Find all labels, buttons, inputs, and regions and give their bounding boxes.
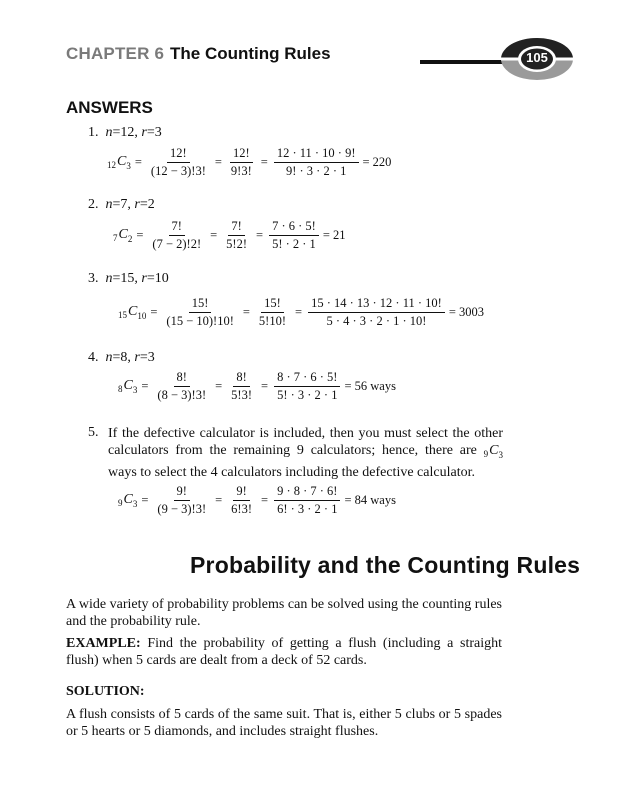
fraction-denominator: 5!3! bbox=[231, 388, 252, 402]
answer-5-number: 5. bbox=[88, 425, 99, 440]
answer-result: = 56 ways bbox=[344, 379, 396, 393]
inline-combination-n: 9 bbox=[483, 449, 489, 459]
fraction-numerator: 8! bbox=[233, 370, 249, 387]
combination-r: 3 bbox=[132, 384, 138, 395]
n-value: 15 bbox=[120, 271, 135, 286]
r-value: 3 bbox=[154, 125, 162, 140]
n-value: 8 bbox=[120, 350, 128, 365]
answer-number: 2. bbox=[88, 197, 99, 212]
solution-paragraph: A flush consists of 5 cards of the same suit. That is, either 5 clubs or 5 spades or 5 hearts or 5 diamonds, and includes straight flushes. bbox=[66, 707, 502, 739]
fraction-numerator: 12 · 11 · 10 · 9! bbox=[274, 146, 359, 163]
fraction-numerator: 8! bbox=[174, 370, 190, 387]
answer-number: 3. bbox=[88, 271, 99, 286]
fraction-numerator: 7! bbox=[228, 219, 244, 236]
answer-3-equation: $_{15}C_{10}$ = $\frac{15!}{(15 - 10)!10!}$ = $\frac{15!}{5!10!}$ = $\frac{15 \cdot 14 \cdot 13 \cdot 12 \cdot 11 \cdot 10!}{5 \cdot 4 \cdot 3 \cdot 2 \cdot 1 \cdot 10!}$ = 3003 bbox=[118, 296, 485, 328]
example-text: Find the probability of getting a flush (including a straight flush) when 5 cards are dealt from a deck of 52 cards. bbox=[66, 636, 503, 668]
fraction-denominator: (9 − 3)!3! bbox=[157, 502, 207, 516]
combination-r: 2 bbox=[127, 233, 133, 244]
fraction-numerator: 8 · 7 · 6 · 5! bbox=[274, 370, 340, 387]
fraction-denominator: 6! · 3 · 2 · 1 bbox=[277, 502, 338, 516]
combination-r: 3 bbox=[126, 160, 131, 171]
r-value: 10 bbox=[154, 271, 169, 286]
fraction-denominator: (12 − 3)!3! bbox=[150, 164, 206, 178]
n-value: 12 bbox=[120, 125, 135, 140]
answer-result: = 220 bbox=[362, 155, 392, 169]
page-number-badge bbox=[500, 37, 574, 86]
section-title: Probability and the Counting Rules bbox=[190, 552, 581, 578]
answer-result: = 84 ways bbox=[344, 493, 396, 507]
combination-n: 15 bbox=[118, 310, 127, 321]
fraction-numerator: 12! bbox=[167, 146, 190, 163]
answer-2-given: 2. n=7, r=2 bbox=[88, 197, 155, 212]
chapter-title: The Counting Rules bbox=[170, 44, 331, 63]
combination-n: 9 bbox=[118, 498, 123, 509]
example-paragraph bbox=[66, 635, 502, 669]
fraction-denominator: 5 · 4 · 3 · 2 · 1 · 10! bbox=[326, 314, 427, 328]
combination-n: 7 bbox=[113, 233, 118, 244]
fraction-denominator: (7 − 2)!2! bbox=[152, 237, 202, 251]
answer-5-text: If the defective calculator is included, then you must select the other calculators from the remaining 9 calculators; hence, there are $_9C_3$ ways to select the 4 calculators including the defective calculator. bbox=[108, 426, 504, 480]
chapter-label: CHAPTER 6 bbox=[66, 44, 165, 63]
fraction-denominator: 5! · 3 · 2 · 1 bbox=[277, 388, 338, 402]
fraction-denominator: 9!3! bbox=[230, 164, 252, 178]
answers-heading: ANSWERS bbox=[66, 98, 153, 117]
combination-r: 3 bbox=[132, 498, 138, 509]
fraction-denominator: 9! · 3 · 2 · 1 bbox=[285, 164, 347, 178]
fraction-denominator: 5!10! bbox=[258, 314, 286, 328]
answer-2-equation: $_7C_2$ = $\frac{7!}{(7 - 2)!2!}$ = $\frac{7!}{5!2!}$ = $\frac{7 \cdot 6 \cdot 5!}{5! \cdot 2 \cdot 1}$ = 21 bbox=[113, 219, 346, 251]
fraction-numerator: 7 · 6 · 5! bbox=[269, 219, 319, 236]
answer-1-given: 1. n=12, r=3 bbox=[88, 125, 162, 140]
header-rule bbox=[420, 60, 512, 64]
example-label: EXAMPLE: bbox=[66, 636, 141, 651]
solution-label: SOLUTION: bbox=[66, 684, 145, 699]
fraction-denominator: (8 − 3)!3! bbox=[157, 388, 207, 402]
combination-r: 10 bbox=[137, 310, 147, 321]
answer-4-equation: $_8C_3$ = $\frac{8!}{(8 - 3)!3!}$ = $\frac{8!}{5!3!}$ = $\frac{8 \cdot 7 \cdot 6 \cdot 5!}{5! \cdot 3 \cdot 2 \cdot 1}$ = 56 ways bbox=[118, 370, 396, 402]
fraction-numerator: 15 · 14 · 13 · 12 · 11 · 10! bbox=[308, 296, 445, 313]
r-value: 2 bbox=[147, 197, 155, 212]
fraction-denominator: 6!3! bbox=[231, 502, 252, 516]
fraction-denominator: 5!2! bbox=[226, 237, 247, 251]
combination-n: 8 bbox=[118, 384, 123, 395]
fraction-numerator: 12! bbox=[230, 146, 253, 163]
answer-1-equation: $_{12}C_3$ = $\frac{12!}{(12 - 3)!3!}$ = $\frac{12!}{9!3!}$ = $\frac{12 \cdot 11 \cdot 10 \cdot 9!}{9! \cdot 3 \cdot 2 \cdot 1}$ = 220 bbox=[107, 146, 392, 178]
answer-5-equation: $_9C_3$ = $\frac{9!}{(9 - 3)!3!}$ = $\frac{9!}{6!3!}$ = $\frac{9 \cdot 8 \cdot 7 \cdot 6!}{6! \cdot 3 \cdot 2 \cdot 1}$ = 84 ways bbox=[118, 484, 396, 516]
fraction-numerator: 9! bbox=[174, 484, 190, 501]
combination-n: 12 bbox=[107, 160, 116, 171]
fraction-numerator: 9! bbox=[233, 484, 249, 501]
answer-5-text-a: If the defective calculator is included, then you must select the other calculators from the remaining 9 calculators; hence, there are bbox=[108, 426, 503, 458]
answer-number: 4. bbox=[88, 350, 99, 365]
page-number: 105 bbox=[526, 50, 548, 65]
answer-5-text-b: ways to select the 4 calculators including the defective calculator. bbox=[108, 464, 475, 480]
answer-number: 1. bbox=[88, 125, 99, 140]
answer-4-given: 4. n=8, r=3 bbox=[88, 350, 155, 365]
answer-result: = 3003 bbox=[448, 305, 485, 319]
n-value: 7 bbox=[120, 197, 128, 212]
fraction-numerator: 15! bbox=[261, 296, 284, 313]
inline-combination-r: 3 bbox=[498, 449, 504, 460]
fraction-numerator: 7! bbox=[169, 219, 185, 236]
intro-paragraph: A wide variety of probability problems can be solved using the counting rules and the probability rule. bbox=[66, 597, 502, 629]
fraction-denominator: 5! · 2 · 1 bbox=[272, 237, 316, 251]
fraction-denominator: (15 − 10)!10! bbox=[166, 314, 234, 328]
fraction-numerator: 15! bbox=[189, 296, 212, 313]
fraction-numerator: 9 · 8 · 7 · 6! bbox=[274, 484, 340, 501]
r-value: 3 bbox=[147, 350, 155, 365]
answer-3-given: 3. n=15, r=10 bbox=[88, 271, 169, 286]
answer-result: = 21 bbox=[322, 228, 346, 242]
